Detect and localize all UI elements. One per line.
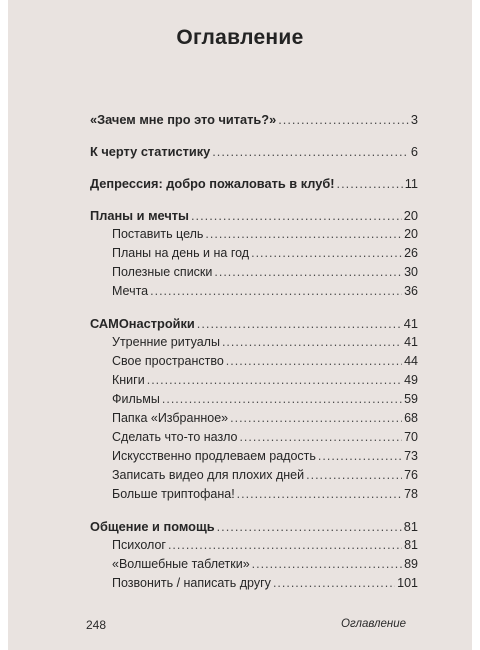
dot-leader xyxy=(212,142,409,161)
toc-chapter-entry xyxy=(90,314,418,333)
dot-leader xyxy=(197,314,402,333)
toc-subentry xyxy=(90,333,418,352)
page-number: 248 xyxy=(86,618,107,632)
dot-leader xyxy=(230,409,402,428)
toc-page-number: 76 xyxy=(404,468,418,482)
table-of-contents xyxy=(90,110,418,606)
toc-entry-title: Общение и помощь xyxy=(90,519,215,534)
toc-entry-title: Мечта xyxy=(112,284,149,298)
toc-subentry xyxy=(90,466,418,485)
dot-leader xyxy=(226,352,402,371)
toc-entry-title: «Волшебные таблетки» xyxy=(112,557,250,571)
toc-page-number: 101 xyxy=(397,576,418,590)
page-title: Оглавление xyxy=(176,26,304,49)
toc-page-number: 11 xyxy=(404,176,418,191)
toc-subentry xyxy=(90,428,418,447)
toc-page-number: 3 xyxy=(410,112,418,127)
toc-entry-title: Депрессия: добро пожаловать в клуб! xyxy=(90,176,335,191)
dot-leader xyxy=(162,390,402,409)
toc-page-number: 89 xyxy=(404,557,418,571)
toc-chapter-entry xyxy=(90,142,418,161)
toc-entry-title: Папка «Избранное» xyxy=(112,411,229,425)
toc-page-number: 44 xyxy=(404,354,418,368)
toc-section xyxy=(90,174,418,193)
toc-subentry xyxy=(90,282,418,301)
dot-leader xyxy=(222,333,402,352)
toc-subentry xyxy=(90,485,418,504)
running-title: Оглавление xyxy=(341,618,406,630)
dot-leader xyxy=(278,110,409,129)
dot-leader xyxy=(273,574,395,593)
toc-entry-title: Позвонить / написать другу xyxy=(112,576,271,590)
toc-subentry xyxy=(90,536,418,555)
toc-page-number: 26 xyxy=(404,246,418,260)
toc-subentry xyxy=(90,574,418,593)
dot-leader xyxy=(150,282,402,301)
toc-entry-title: САМОнастройки xyxy=(90,316,195,331)
toc-section xyxy=(90,517,418,593)
toc-chapter-entry xyxy=(90,174,418,193)
toc-section xyxy=(90,314,418,504)
dot-leader xyxy=(318,447,402,466)
toc-subentry xyxy=(90,409,418,428)
toc-page-number: 41 xyxy=(403,316,418,331)
dot-leader xyxy=(237,485,402,504)
toc-entry-title: К черту статистику xyxy=(90,144,211,159)
toc-page-number: 68 xyxy=(404,411,418,425)
toc-entry-title: Свое пространство xyxy=(112,354,224,368)
toc-entry-title: Полезные списки xyxy=(112,265,213,279)
dot-leader xyxy=(337,174,403,193)
toc-entry-title: Утренние ритуалы xyxy=(112,335,220,349)
toc-entry-title: Записать видео для плохих дней xyxy=(112,468,305,482)
toc-page-number: 49 xyxy=(404,373,418,387)
toc-page-number: 59 xyxy=(404,392,418,406)
toc-subentry xyxy=(90,371,418,390)
toc-subentry xyxy=(90,447,418,466)
toc-page-number: 81 xyxy=(404,538,418,552)
toc-page-number: 6 xyxy=(410,144,418,159)
toc-page-number: 81 xyxy=(403,519,418,534)
dot-leader xyxy=(168,536,402,555)
toc-section xyxy=(90,110,418,129)
toc-subentry xyxy=(90,555,418,574)
toc-page-number: 41 xyxy=(404,335,418,349)
toc-subentry xyxy=(90,244,418,263)
dot-leader xyxy=(239,428,402,447)
dot-leader xyxy=(252,555,402,574)
toc-page-number: 70 xyxy=(404,430,418,444)
toc-subentry xyxy=(90,263,418,282)
toc-page-number: 36 xyxy=(404,284,418,298)
toc-chapter-entry xyxy=(90,517,418,536)
dot-leader xyxy=(147,371,402,390)
toc-entry-title: Больше триптофана! xyxy=(112,487,235,501)
toc-entry-title: Сделать что-то назло xyxy=(112,430,238,444)
toc-entry-title: Планы на день и на год xyxy=(112,246,250,260)
dot-leader xyxy=(191,206,402,225)
toc-subentry xyxy=(90,225,418,244)
toc-chapter-entry xyxy=(90,110,418,129)
toc-chapter-entry xyxy=(90,206,418,225)
toc-entry-title: Искусственно продлеваем радость xyxy=(112,449,316,463)
toc-section xyxy=(90,142,418,161)
toc-entry-title: Поставить цель xyxy=(112,227,204,241)
toc-entry-title: Книги xyxy=(112,373,145,387)
dot-leader xyxy=(217,517,402,536)
dot-leader xyxy=(306,466,402,485)
toc-page-number: 30 xyxy=(404,265,418,279)
toc-subentry xyxy=(90,390,418,409)
toc-subentry xyxy=(90,352,418,371)
toc-section xyxy=(90,206,418,301)
toc-page-number: 20 xyxy=(403,208,418,223)
toc-page-number: 73 xyxy=(404,449,418,463)
dot-leader xyxy=(251,244,402,263)
toc-page-number: 78 xyxy=(404,487,418,501)
toc-page-number: 20 xyxy=(404,227,418,241)
toc-entry-title: Психолог xyxy=(112,538,166,552)
dot-leader xyxy=(205,225,402,244)
toc-entry-title: Планы и мечты xyxy=(90,208,189,223)
toc-entry-title: «Зачем мне про это читать?» xyxy=(90,112,277,127)
dot-leader xyxy=(214,263,402,282)
toc-entry-title: Фильмы xyxy=(112,392,160,406)
